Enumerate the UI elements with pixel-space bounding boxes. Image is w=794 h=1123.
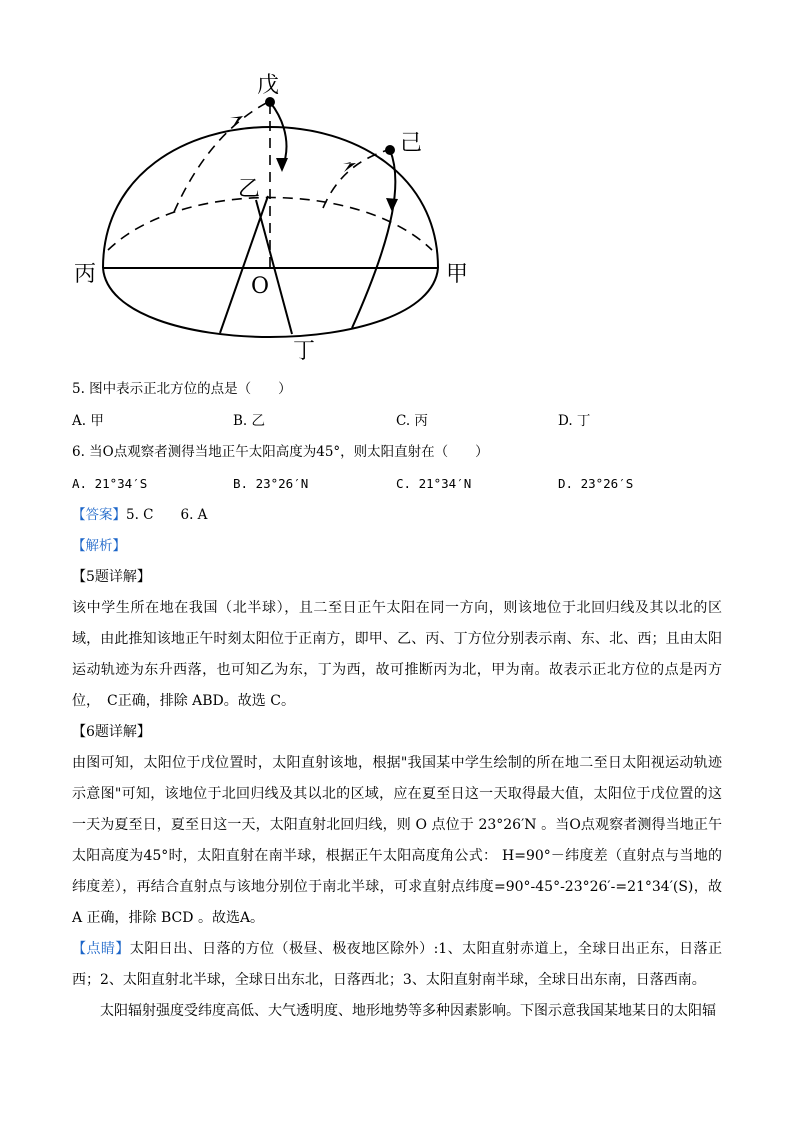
q5-option-d: D. 丁 xyxy=(558,413,591,429)
label-yi: 乙 xyxy=(238,177,261,202)
q6-option-b: B. 23°26′N xyxy=(233,476,309,491)
q5-option-b: B. 乙 xyxy=(233,413,266,429)
arrow-winter-set xyxy=(386,198,398,212)
detail6-tag: 【6题详解】 xyxy=(72,724,151,740)
answer-line xyxy=(72,506,207,524)
explanation-block xyxy=(72,562,722,1027)
detail5-text: 该中学生所在地在我国（北半球），且二至日正午太阳在同一方向，则该地位于北回归线及其以北的区域，由此推知该地正午时刻太阳位于正南方，即甲、乙、丙、丁方位分别表示南、东、北、西；且由太阳运动轨迹为东升西落，也可知乙为东，丁为西，故可推断丙为北，甲为南。故表示正北方位的点是丙方位， C正确，排除 ABD。故选 C。 xyxy=(72,600,722,709)
sun-ji-dot xyxy=(385,145,395,155)
label-jia: 甲 xyxy=(446,262,469,287)
horizon-front xyxy=(103,268,438,337)
tip-paragraph xyxy=(72,934,722,996)
sun-wu-dot xyxy=(265,97,275,107)
label-wu: 戊 xyxy=(257,73,280,98)
q5-option-c: C. 丙 xyxy=(396,413,428,429)
detail5-tag: 【5题详解】 xyxy=(72,569,151,585)
sun-path-diagram xyxy=(60,60,500,370)
answer-text: 5. C 6. A xyxy=(126,507,208,523)
next-intro: 太阳辐射强度受纬度高低、大气透明度、地形地势等多种因素影响。下图示意我国某地某日的太阳辐 xyxy=(100,1003,716,1019)
arrow-summer-rise xyxy=(230,116,243,128)
arrow-summer-set xyxy=(276,158,288,172)
analysis-tag: 【解析】 xyxy=(72,538,126,554)
label-ding: 丁 xyxy=(293,339,316,364)
q6-option-d: D. 23°26′S xyxy=(558,476,634,491)
label-bing: 丙 xyxy=(74,262,97,287)
q5-option-a: A. 甲 xyxy=(72,413,104,429)
tip-tag: 【点睛】 xyxy=(72,941,130,957)
q6-stem: 6. 当O点观察者测得当地正午太阳高度为45°，则太阳直射在（ ） xyxy=(72,444,489,460)
tip-text: 太阳日出、日落的方位（极昼、极夜地区除外）:1、太阳直射赤道上，全球日出正东，日落正西；2、太阳直射北半球，全球日出东北，日落西北；3、太阳直射南半球，全球日出东南，日落西南。 xyxy=(72,941,723,988)
label-o: O xyxy=(251,274,270,299)
q5-stem: 5. 图中表示正北方位的点是（ ） xyxy=(72,381,292,397)
q6-option-c: C. 21°34′N xyxy=(396,476,472,491)
detail6-text: 由图可知，太阳位于戊位置时，太阳直射该地，根据"我国某中学生绘制的所在地二至日太阳视运动轨迹示意图"可知，该地位于北回归线及其以北的区域，应在夏至日这一天取得最大值，太阳位于戊位置的这一天为夏至日，夏至日这一天，太阳直射北回归线，则 O 点位于 23°26′N 。当O点观察者测得当地正午太阳高度为45°时，太阳直射在南半球，根据正午太阳高度角公式： H=90°－纬度差（直射点与当地的纬度差），再结合直射点与该地分别位于南北半球，可求直射点纬度=90°-45°-23°26′-=21°34′(S)，故 A 正确，排除 BCD 。故选A。 xyxy=(72,755,722,926)
line-cross xyxy=(220,196,268,333)
answer-tag: 【答案】 xyxy=(72,507,126,523)
q6-option-a: A. 21°34′S xyxy=(72,476,148,491)
label-ji: 己 xyxy=(400,131,423,156)
winter-set-solid xyxy=(352,150,395,328)
winter-rise-dashed xyxy=(323,150,388,208)
